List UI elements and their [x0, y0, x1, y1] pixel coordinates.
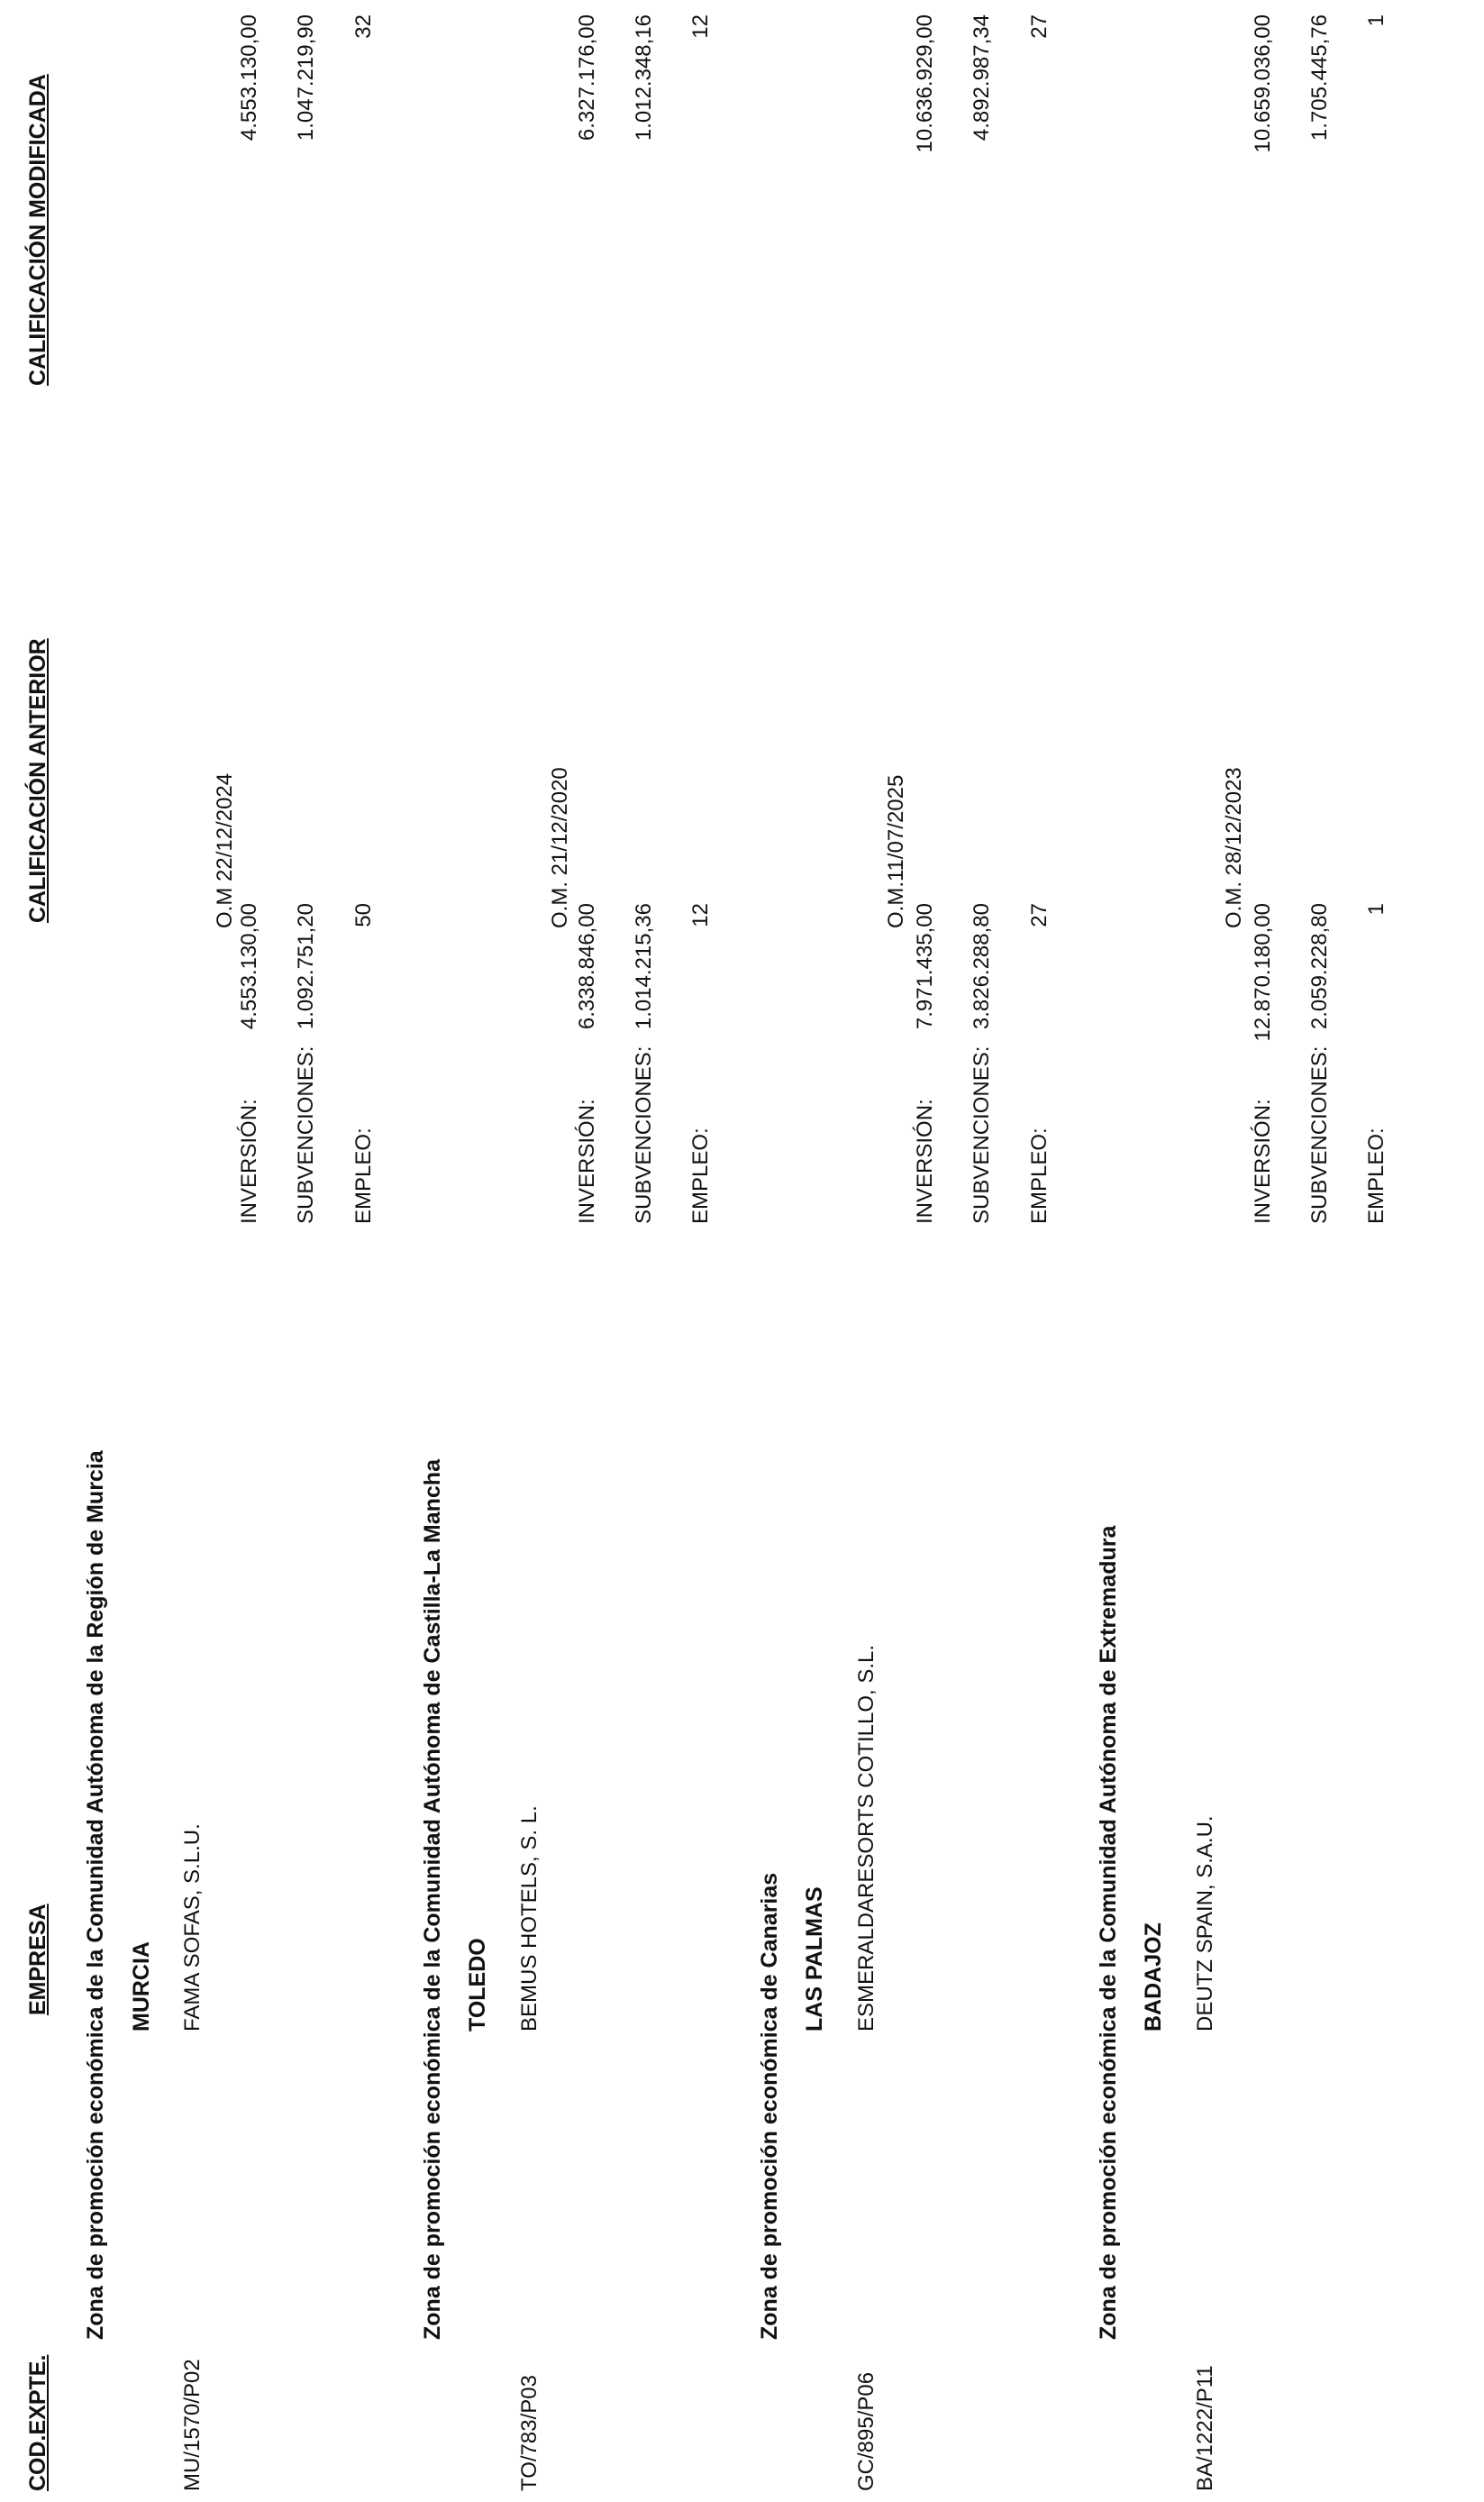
prev-subvenciones: 1.014.215,36: [632, 903, 656, 1030]
label-empleo: EMPLEO:: [1027, 1128, 1052, 1224]
prev-empleo: 12: [688, 903, 713, 927]
prev-inversion: 7.971.435,00: [913, 903, 937, 1030]
label-empleo: EMPLEO:: [688, 1128, 713, 1224]
mod-empleo: 27: [1027, 14, 1052, 39]
prev-empleo: 1: [1364, 903, 1388, 916]
header-cod-expte: COD.EXPTE.: [25, 2354, 50, 2491]
province-name: TOLEDO: [465, 1938, 490, 2032]
mod-empleo: 32: [351, 14, 376, 39]
prev-inversion: 12.870.180,00: [1251, 903, 1275, 1042]
header-calificacion-anterior: CALIFICACIÓN ANTERIOR: [25, 638, 50, 923]
label-inversion: INVERSIÓN:: [913, 1099, 937, 1224]
header-empresa: EMPRESA: [25, 1904, 50, 2015]
mod-empleo: 12: [688, 14, 713, 39]
province-name: LAS PALMAS: [802, 1886, 827, 2032]
label-inversion: INVERSIÓN:: [575, 1099, 599, 1224]
company-name: DEUTZ SPAIN, S.A.U.: [1193, 1815, 1217, 2032]
prev-subvenciones: 3.826.288,80: [970, 903, 994, 1030]
company-name: BEMUS HOTELS, S. L.: [517, 1805, 542, 2032]
mod-subvenciones: 1.705.445,76: [1307, 14, 1332, 142]
zone-title: Zona de promoción económica de la Comunidad Autónoma de la Región de Murcia: [83, 1450, 108, 2340]
mod-empleo: 1: [1364, 14, 1388, 27]
order-date: O.M. 21/12/2020: [548, 767, 572, 928]
label-subvenciones: SUBVENCIONES:: [970, 1046, 994, 1224]
prev-subvenciones: 2.059.228,80: [1307, 903, 1332, 1030]
mod-inversion: 4.553.130,00: [237, 14, 261, 142]
expediente-code: GC/895/P06: [854, 2371, 879, 2491]
zone-title: Zona de promoción económica de la Comunidad Autónoma de Castilla-La Mancha: [420, 1459, 445, 2340]
order-date: O.M. 28/12/2023: [1222, 767, 1246, 928]
mod-inversion: 10.636.929,00: [913, 14, 937, 153]
mod-inversion: 6.327.176,00: [575, 14, 599, 142]
prev-empleo: 50: [351, 903, 376, 927]
mod-inversion: 10.659.036,00: [1251, 14, 1275, 153]
province-name: BADAJOZ: [1141, 1922, 1166, 2032]
expediente-code: MU/1570/P02: [180, 2359, 205, 2491]
mod-subvenciones: 1.047.219,90: [294, 14, 318, 142]
company-name: FAMA SOFAS, S.L.U.: [180, 1823, 205, 2032]
expediente-code: BA/1222/P11: [1193, 2365, 1217, 2491]
label-inversion: INVERSIÓN:: [1251, 1099, 1275, 1224]
order-date: O.M 22/12/2024: [213, 772, 237, 928]
prev-inversion: 4.553.130,00: [237, 903, 261, 1030]
zone-title: Zona de promoción económica de la Comunidad Autónoma de Extremadura: [1096, 1525, 1121, 2340]
label-subvenciones: SUBVENCIONES:: [1307, 1046, 1332, 1224]
label-empleo: EMPLEO:: [351, 1128, 376, 1224]
order-date: O.M.11/07/2025: [884, 774, 908, 928]
mod-subvenciones: 4.892.987,34: [970, 14, 994, 142]
label-empleo: EMPLEO:: [1364, 1128, 1388, 1224]
zone-title: Zona de promoción económica de Canarias: [757, 1872, 782, 2340]
label-subvenciones: SUBVENCIONES:: [632, 1046, 656, 1224]
prev-subvenciones: 1.092.751,20: [294, 903, 318, 1030]
expediente-code: TO/783/P03: [517, 2375, 542, 2491]
header-calificacion-modificada: CALIFICACIÓN MODIFICADA: [25, 74, 50, 386]
province-name: MURCIA: [129, 1941, 154, 2032]
prev-inversion: 6.338.846,00: [575, 903, 599, 1030]
company-name: ESMERALDARESORTS COTILLO, S.L.: [854, 1644, 879, 2032]
prev-empleo: 27: [1027, 903, 1052, 927]
label-subvenciones: SUBVENCIONES:: [294, 1046, 318, 1224]
mod-subvenciones: 1.012.348,16: [632, 14, 656, 142]
label-inversion: INVERSIÓN:: [237, 1099, 261, 1224]
